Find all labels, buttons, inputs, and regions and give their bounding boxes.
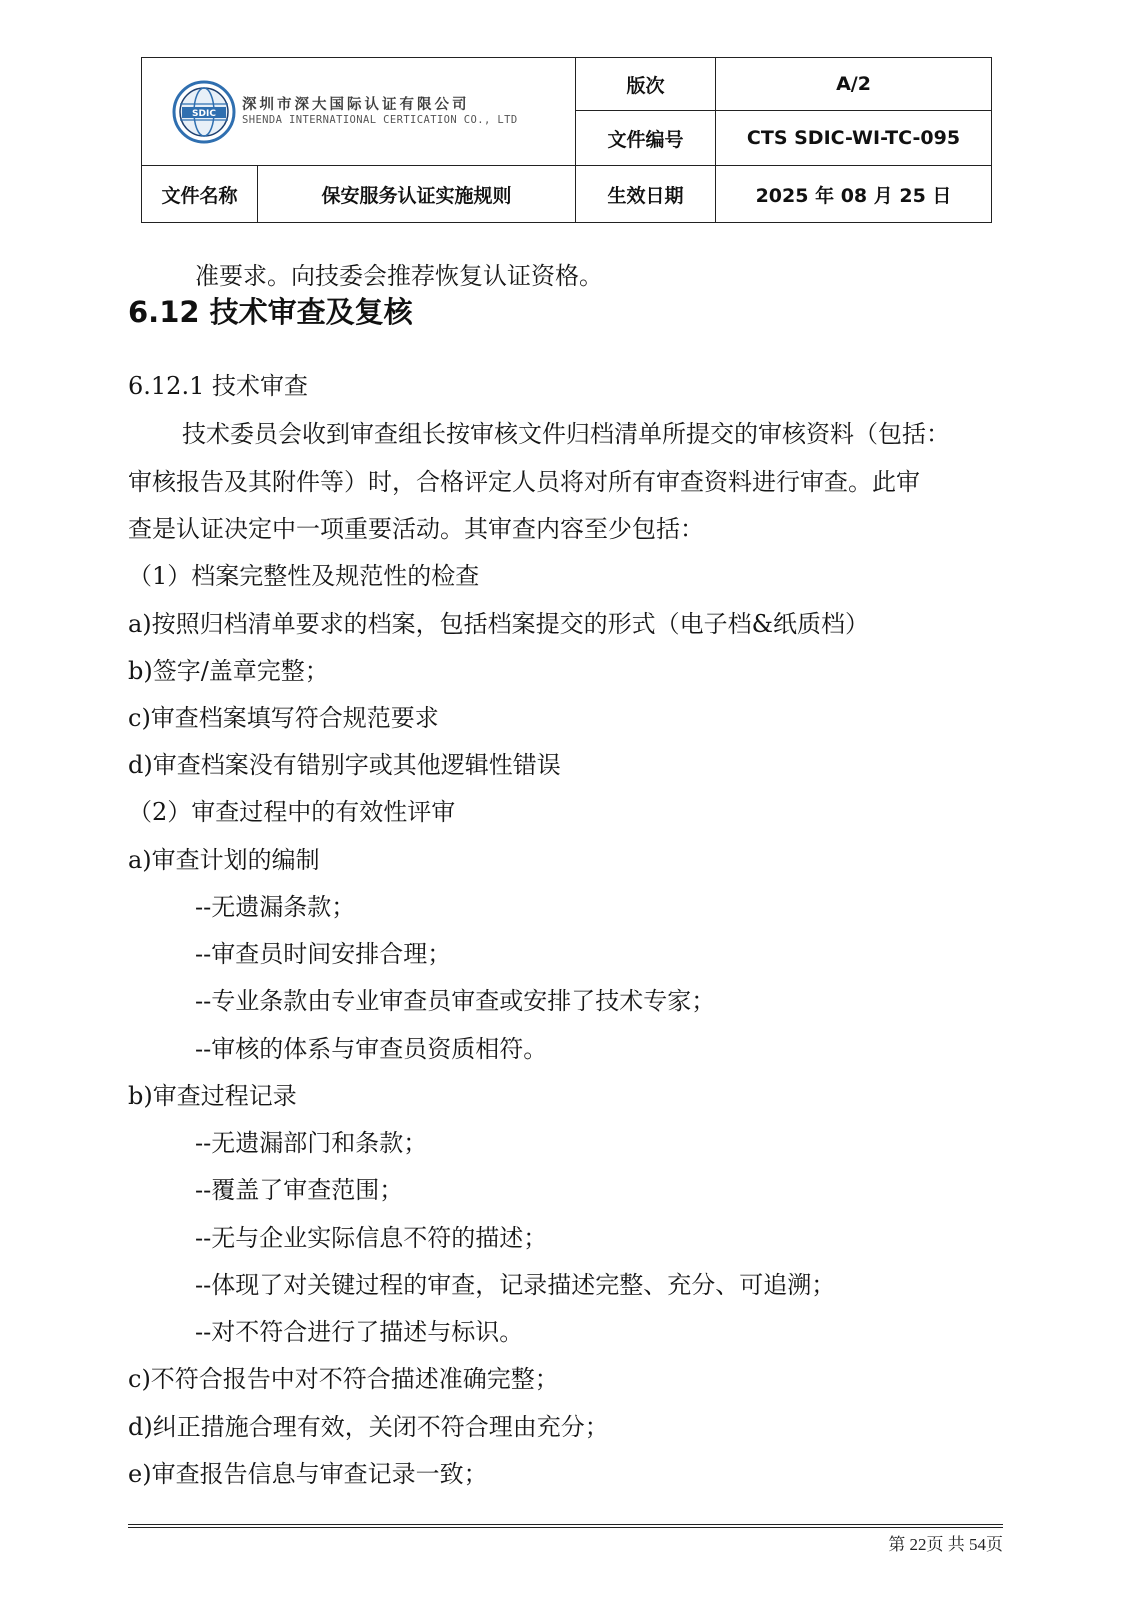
list-item: a)按照归档清单要求的档案，包括档案提交的形式（电子档&纸质档） (128, 610, 870, 638)
section-title: 6.12 技术审查及复核 (128, 295, 413, 329)
sub-item: --审核的体系与审查员资质相符。 (195, 1035, 548, 1063)
version-label: 版次 (576, 58, 716, 111)
list-item: d)审查档案没有错别字或其他逻辑性错误 (128, 751, 561, 779)
list-item: c)不符合报告中对不符合描述准确完整； (128, 1365, 559, 1393)
doc-no-label: 文件编号 (576, 111, 716, 166)
effective-date-value: 2025 年 08 月 25 日 (716, 166, 992, 223)
sub-item: --专业条款由专业审查员审查或安排了技术专家； (195, 987, 716, 1015)
intro-line: 技术委员会收到审查组长按审核文件归档清单所提交的审核资料（包括： (182, 420, 950, 448)
doc-name-label: 文件名称 (142, 166, 258, 223)
sub-item: --无与企业实际信息不符的描述； (195, 1224, 548, 1252)
doc-name-value: 保安服务认证实施规则 (258, 166, 576, 223)
subsection-title: 6.12.1 技术审查 (128, 372, 308, 400)
intro-line: 查是认证决定中一项重要活动。其审查内容至少包括： (128, 515, 704, 543)
company-name-cn: 深圳市深大国际认证有限公司 (242, 96, 470, 113)
list-item: b)审查过程记录 (128, 1082, 297, 1110)
list-item: b)签字/盖章完整； (128, 657, 329, 685)
page-number: 第 22页 共 54页 (888, 1535, 1003, 1554)
part1-title: （1）档案完整性及规范性的检查 (128, 562, 480, 590)
intro-line: 审核报告及其附件等）时，合格评定人员将对所有审查资料进行审查。此审 (128, 468, 920, 496)
doc-no-value: CTS SDIC-WI-TC-095 (716, 111, 992, 166)
footer-rule (128, 1524, 1003, 1525)
part2-title: （2）审查过程中的有效性评审 (128, 798, 456, 826)
sub-item: --体现了对关键过程的审查，记录描述完整、充分、可追溯； (195, 1271, 836, 1299)
list-item: e)审查报告信息与审查记录一致； (128, 1460, 488, 1488)
sub-item: --无遗漏部门和条款； (195, 1129, 428, 1157)
document-header-table (141, 57, 992, 223)
company-logo-cell (142, 58, 576, 166)
list-item: a)审查计划的编制 (128, 846, 320, 874)
list-item: d)纠正措施合理有效，关闭不符合理由充分； (128, 1413, 609, 1441)
sub-item: --覆盖了审查范围； (195, 1176, 404, 1204)
company-logo-icon (172, 80, 236, 144)
company-name-en: SHENDA INTERNATIONAL CERTICATION CO., LTD (242, 114, 518, 126)
continuation-text: 准要求。向技委会推荐恢复认证资格。 (195, 262, 603, 290)
footer-rule-thin (128, 1527, 1003, 1528)
list-item: c)审查档案填写符合规范要求 (128, 704, 439, 732)
sub-item: --无遗漏条款； (195, 893, 356, 921)
sub-item: --对不符合进行了描述与标识。 (195, 1318, 524, 1346)
sub-item: --审查员时间安排合理； (195, 940, 452, 968)
logo-text: SDIC (192, 108, 216, 119)
version-value: A/2 (716, 58, 992, 111)
effective-date-label: 生效日期 (576, 166, 716, 223)
